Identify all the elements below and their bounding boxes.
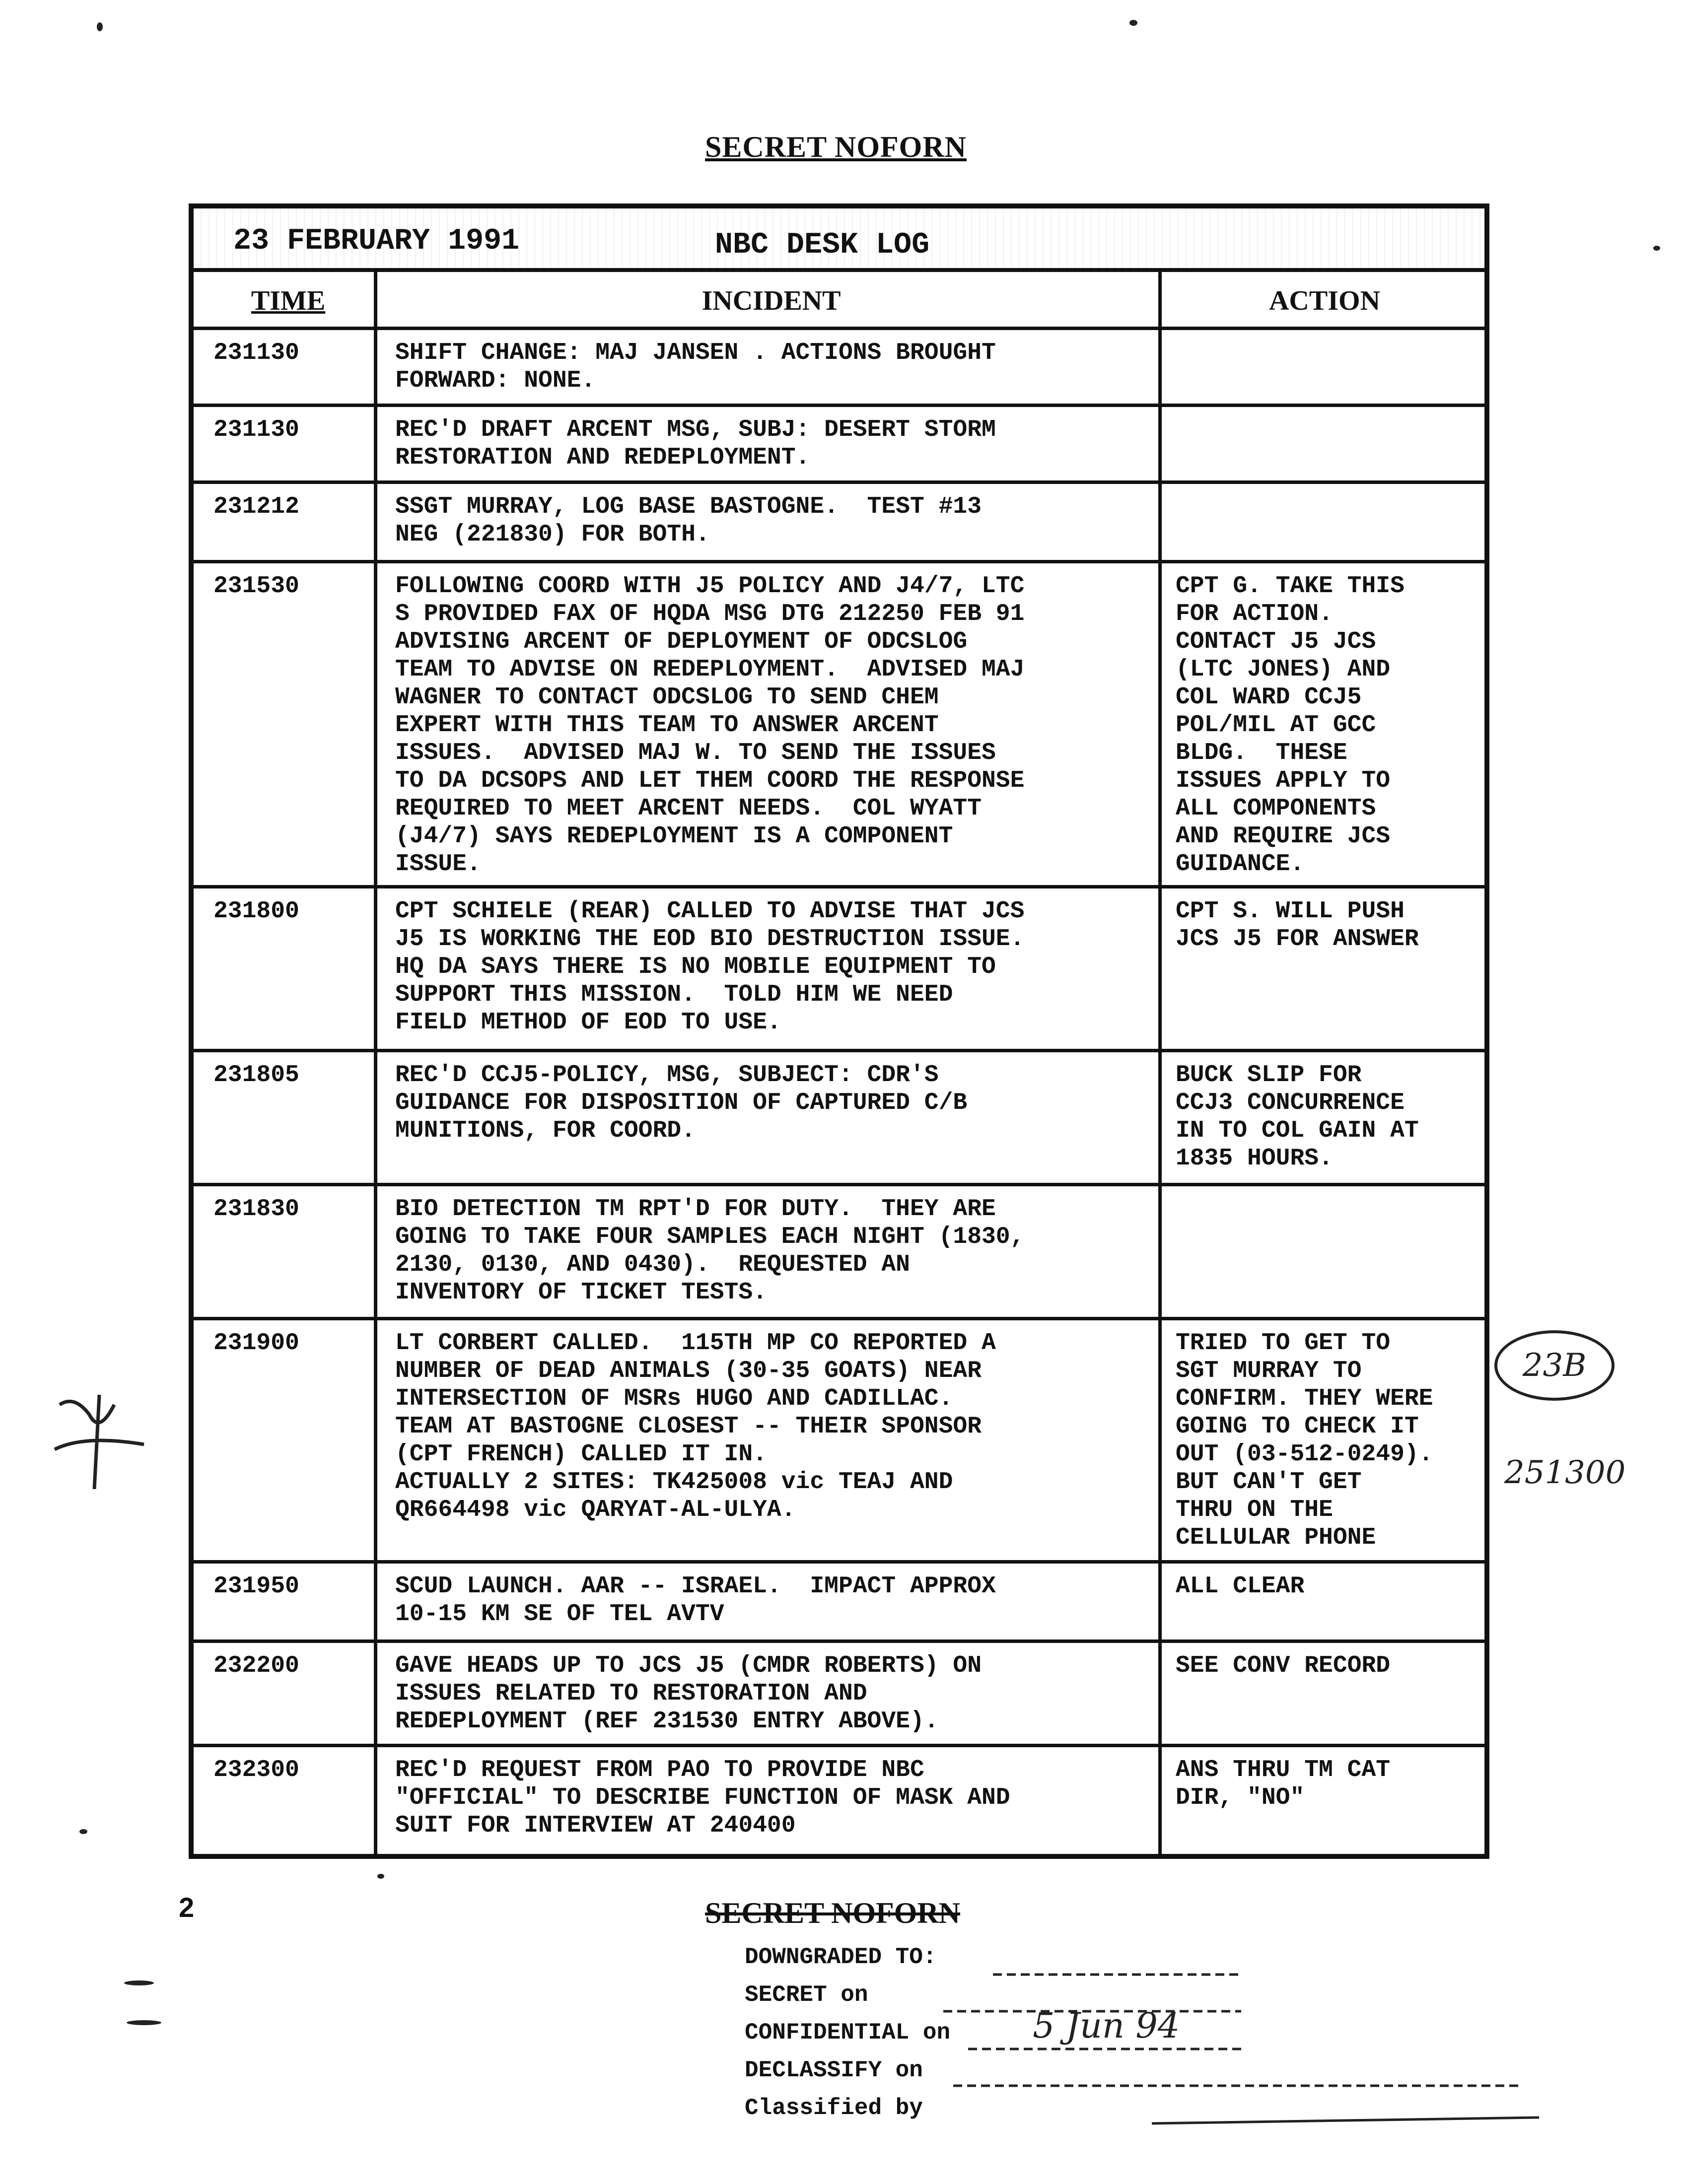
scan-speck [127,2020,161,2025]
entry-incident: SSGT MURRAY, LOG BASE BASTOGNE. TEST #13 NEG (221830) FOR BOTH. [377,484,1162,560]
nbc-desk-log-table [189,204,1489,1859]
scan-speck [97,22,103,31]
stamp-dashed-lines-icon [745,1966,1539,2129]
entry-action: ANS THRU TM CAT DIR, "NO" [1176,1757,1391,1811]
table-row [194,1186,1484,1320]
scan-speck [1129,20,1137,26]
entry-time: 232200 [194,1643,377,1744]
stamp-secret-on: SECRET on [745,1982,868,2008]
column-header-incident: INCIDENT [377,272,1162,327]
table-row [194,330,1484,407]
entry-time: 231530 [194,563,377,885]
entry-incident: SCUD LAUNCH. AAR -- ISRAEL. IMPACT APPROX 10-15 KM SE OF TEL AVTV [377,1564,1162,1639]
table-row [194,1320,1484,1564]
scan-speck [124,1980,154,1985]
entry-time: 231805 [194,1052,377,1183]
entry-action: CPT G. TAKE THIS FOR ACTION. CONTACT J5 JCS (LTC JONES) AND COL WARD CCJ5 POL/MIL AT GCC BLDG. THESE ISSUES APPLY TO ALL COMPONENTS AND REQUIRE JCS GUIDANCE. [1176,573,1405,878]
table-row [194,407,1484,484]
entry-incident: FOLLOWING COORD WITH J5 POLICY AND J4/7, LTC S PROVIDED FAX OF HQDA MSG DTG 212250 FEB 91 ADVISING ARCENT OF DEPLOYMENT OF ODCSLOG TEAM TO ADVISE ON REDEPLOYMENT. ADVISED MAJ WAGNER TO CONTACT ODCSLOG TO SEND CHEM EXPERT WITH THIS TEAM TO ANSWER ARCENT ISSUES. ADVISED MAJ W. TO SEND THE ISSUES TO DA DCSOPS AND LET THEM COORD THE RESPONSE REQUIRED TO MEET ARCENT NEEDS. COL WYATT (J4/7) SAYS REDEPLOYMENT IS A COMPONENT ISSUE. [377,563,1162,885]
table-row [194,1564,1484,1643]
entry-incident: SHIFT CHANGE: MAJ JANSEN . ACTIONS BROUGHT FORWARD: NONE. [377,330,1162,404]
entry-action [1162,484,1484,560]
entry-time: 232300 [194,1747,377,1854]
entry-time: 231130 [194,330,377,404]
entry-time: 231800 [194,888,377,1049]
entry-action: ALL CLEAR [1176,1573,1305,1600]
entry-action: CPT S. WILL PUSH JCS J5 FOR ANSWER [1176,898,1419,953]
scan-speck [377,1874,384,1879]
entry-incident: GAVE HEADS UP TO JCS J5 (CMDR ROBERTS) ON ISSUES RELATED TO RESTORATION AND REDEPLOYMENT (REF 231530 ENTRY ABOVE). [377,1643,1162,1744]
page-number: 2 [179,1892,195,1923]
column-header-time: TIME [194,272,377,327]
entry-time: 231830 [194,1186,377,1317]
entry-time: 231950 [194,1564,377,1639]
entry-action: TRIED TO GET TO SGT MURRAY TO CONFIRM. THEY WERE GOING TO CHECK IT OUT (03-512-0249). BUT CAN'T GET THRU ON THE CELLULAR PHONE [1176,1330,1433,1551]
entry-incident: LT CORBERT CALLED. 115TH MP CO REPORTED A NUMBER OF DEAD ANIMALS (30-35 GOATS) NEAR INTERSECTION OF MSRs HUGO AND CADILLAC. TEAM AT BASTOGNE CLOSEST -- THEIR SPONSOR (CPT FRENCH) CALLED IT IN. ACTUALLY 2 SITES: TK425008 vic TEAJ AND QR664498 vic QARYAT-AL-ULYA. [377,1320,1162,1560]
column-header-row [194,272,1484,330]
entry-time: 231212 [194,484,377,560]
table-row [194,1643,1484,1747]
entry-incident: REC'D CCJ5-POLICY, MSG, SUBJECT: CDR'S GUIDANCE FOR DISPOSITION OF CAPTURED C/B MUNITIONS, FOR COORD. [377,1052,1162,1183]
column-header-action: ACTION [1268,285,1381,316]
handwritten-note: 251300 [1504,1454,1626,1491]
entry-time: 231130 [194,407,377,480]
stamp-downgraded: DOWNGRADED TO: [745,1944,937,1970]
entry-action: SEE CONV RECORD [1176,1652,1391,1679]
stamp-confidential-on: CONFIDENTIAL on [745,2020,951,2046]
log-title-bar [194,208,1484,272]
table-row [194,1052,1484,1186]
entry-incident: REC'D REQUEST FROM PAO TO PROVIDE NBC "OFFICIAL" TO DESCRIBE FUNCTION OF MASK AND SUIT FOR INTERVIEW AT 240400 [377,1747,1162,1854]
entry-time: 231900 [194,1320,377,1560]
entry-action [1162,330,1484,404]
header-classification: SECRET NOFORN [705,131,967,163]
scan-speck [1653,246,1660,251]
entry-incident: REC'D DRAFT ARCENT MSG, SUBJ: DESERT STORM RESTORATION AND REDEPLOYMENT. [377,407,1162,480]
table-row [194,563,1484,888]
table-row [194,484,1484,563]
table-row [194,1747,1484,1854]
stamp-declassify-on: DECLASSIFY on [745,2057,923,2083]
handwritten-checkmark-icon [45,1375,154,1494]
handwritten-circled-number: 23B [1494,1330,1615,1401]
scan-speck [79,1829,87,1834]
stamp-classified-by: Classified by [745,2095,923,2121]
handwritten-date: 5 Jun 94 [1033,2005,1180,2046]
entry-incident: BIO DETECTION TM RPT'D FOR DUTY. THEY ARE GOING TO TAKE FOUR SAMPLES EACH NIGHT (1830, 2130, 0130, AND 0430). REQUESTED AN INVENTORY OF TICKET TESTS. [377,1186,1162,1317]
table-row [194,888,1484,1052]
entry-action [1162,407,1484,480]
entry-action: BUCK SLIP FOR CCJ3 CONCURRENCE IN TO COL GAIN AT 1835 HOURS. [1176,1062,1419,1172]
log-title: NBC DESK LOG [715,228,930,262]
log-date: 23 FEBRUARY 1991 [233,224,520,258]
entry-incident: CPT SCHIELE (REAR) CALLED TO ADVISE THAT JCS J5 IS WORKING THE EOD BIO DESTRUCTION ISSUE. HQ DA SAYS THERE IS NO MOBILE EQUIPMENT TO SUPPORT THIS MISSION. TOLD HIM WE NEED FIELD METHOD OF EOD TO USE. [377,888,1162,1049]
entry-action [1162,1186,1484,1317]
footer-classification: SECRET NOFORN [705,1897,960,1929]
